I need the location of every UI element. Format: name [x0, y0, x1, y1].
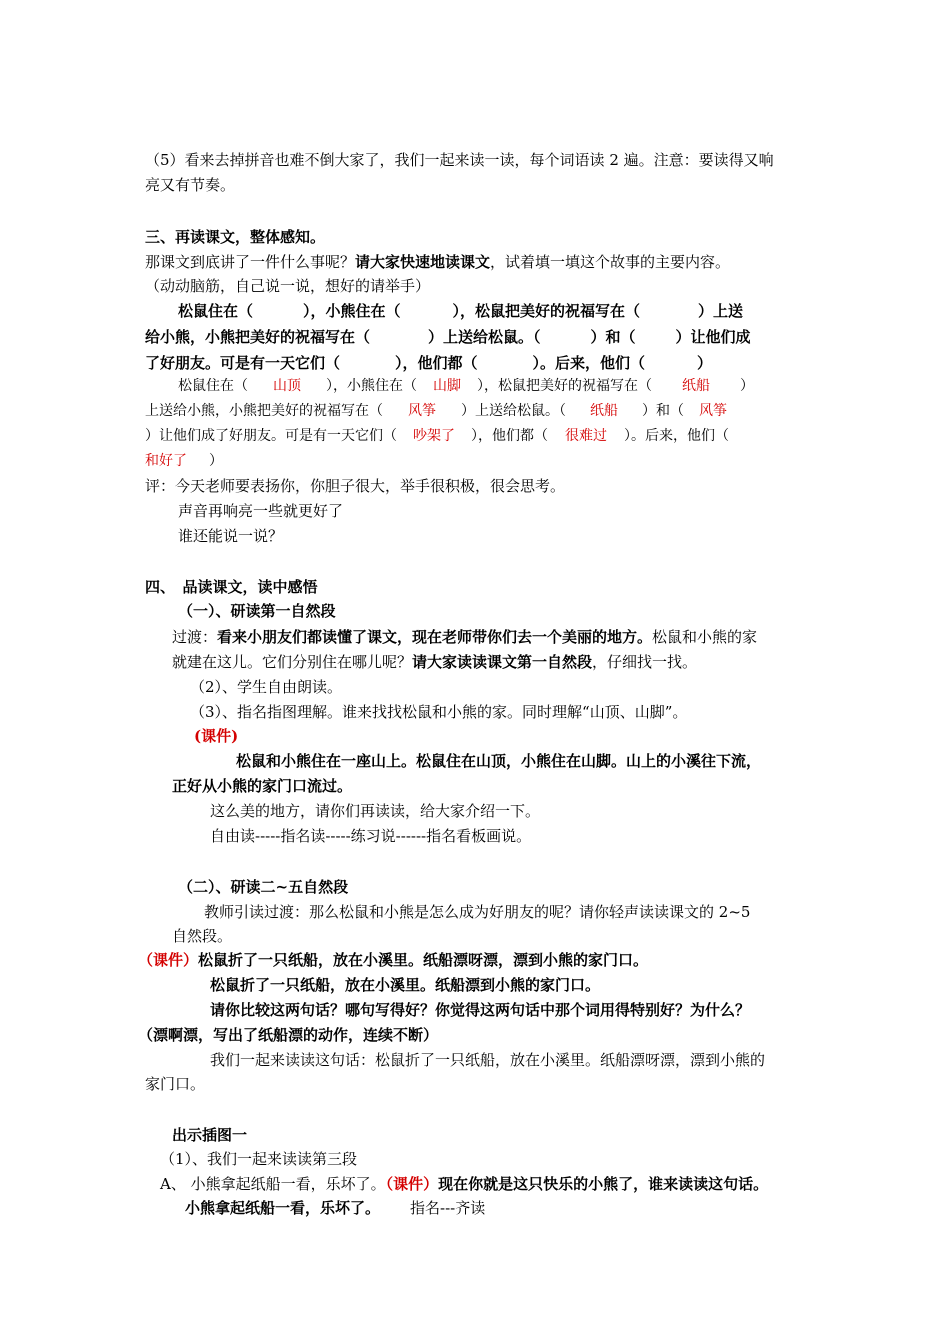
final-row [185, 1198, 485, 1218]
evaluation-1: 评：今天老师要表扬你，你胆子很大，举手很积极，很会思考。 [145, 477, 566, 495]
show-illustration: 出示插图一 [172, 1126, 248, 1144]
blank-text: ） [697, 354, 713, 372]
blank-text: ），松鼠把美好的祝福写在（ [452, 302, 641, 320]
evaluation-3: 谁还能说一说？ [178, 527, 284, 545]
intro-text-c: ，试着填一填这个故事的主要内容。 [490, 253, 731, 271]
transition-text: 过渡： [172, 628, 218, 646]
read-together-line2: 家门口。 [145, 1075, 206, 1093]
intro-text-a: 那课文到底讲了一件什么事呢？ [145, 253, 356, 271]
paragraph1-line2: 正好从小熊的家门口流过。 [172, 777, 353, 795]
blank-text: 给小熊，小熊把美好的祝福写在（ [145, 328, 371, 346]
item-a-text: A、 小熊拿起纸船一看，乐坏了。 [160, 1175, 386, 1193]
blank-text: 松鼠住在（ [178, 302, 254, 320]
answer-line4 [145, 451, 223, 471]
answer-text: ），他们都（ [471, 428, 548, 444]
item-a-row [160, 1174, 768, 1194]
blank-text: ）。后来，他们（ [532, 354, 646, 372]
blank-line2 [145, 327, 751, 347]
transition-text: 松鼠和小熊的家 [652, 628, 758, 646]
intro-text-b: 请大家快速地读课文 [355, 253, 491, 271]
think-note: （动动脑筋，自己说一说，想好的请举手） [145, 277, 431, 295]
step-3: （3）、指名指图理解。谁来找找松鼠和小熊的家。同时理解“山顶、山脚”。 [190, 703, 688, 721]
blank-text: 了好朋友。可是有一天它们（ [145, 354, 341, 372]
transition-text-bold: 请大家读读课文第一自然段 [412, 653, 593, 671]
answer-text: ），松鼠把美好的祝福写在（ [477, 378, 652, 394]
answer-text: ），小熊住在（ [326, 378, 417, 394]
blank-text: ）上送给松鼠。（ [428, 328, 541, 346]
reading-flow: 自由读-----指名读-----练习说------指名看板画说。 [210, 827, 532, 845]
answer-value: 山顶 [273, 378, 301, 394]
evaluation-2: 声音再响亮一些就更好了 [178, 502, 344, 520]
item5-line1: （5）看来去掉拼音也难不倒大家了，我们一起来读一读，每个词语读 2 遍。注意：要读得又响 [145, 151, 774, 169]
answer-text: ） [740, 378, 754, 394]
final-instruction: 指名---齐读 [410, 1199, 486, 1217]
final-sentence: 小熊拿起纸船一看，乐坏了。 [185, 1199, 381, 1217]
answer-value: 风筝 [699, 403, 727, 419]
blank-text: ），他们都（ [395, 354, 478, 372]
blank-line3 [145, 353, 712, 373]
answer-text: ）和（ [642, 403, 684, 419]
blank-text: ）让他们成 [675, 328, 751, 346]
subsection-2: （二）、研读二~五自然段 [178, 878, 349, 896]
answer-line2 [145, 401, 742, 421]
answer-text: ）上送给松鼠。（ [461, 403, 566, 419]
blank-text: ），小熊住在（ [303, 302, 401, 320]
transition-line1 [172, 627, 757, 647]
transition-text-bold: 看来小朋友们都读懂了课文，现在老师带你们去一个美丽的地方。 [217, 628, 653, 646]
item-a-bold: 现在你就是这只快乐的小熊了，谁来读读这句话。 [438, 1175, 769, 1193]
answer-text: ） [209, 453, 223, 469]
item5-line2: 亮又有节奏。 [145, 176, 236, 194]
sentence-1-row [138, 950, 648, 970]
blank-line1 [178, 301, 743, 321]
answer-text: 上送给小熊，小熊把美好的祝福写在（ [145, 403, 383, 419]
answer-text: ）。后来，他们（ [624, 428, 729, 444]
step-2: （2）、学生自由朗读。 [190, 678, 343, 696]
blank-text: ）上送 [698, 302, 744, 320]
guide-line1: 教师引读过渡：那么松鼠和小熊是怎么成为好朋友的呢？请你轻声读读课文的 2~5 [204, 903, 751, 921]
answer-line3 [145, 426, 729, 446]
read-together-line1: 我们一起来读读这句话：松鼠折了一只纸船，放在小溪里。纸船漂呀漂，漂到小熊的 [210, 1051, 766, 1069]
answer-value: 风筝 [408, 403, 436, 419]
guide-line2: 自然段。 [172, 927, 233, 945]
answer-value: 和好了 [145, 453, 187, 469]
answer-text: 松鼠住在（ [178, 378, 248, 394]
courseware-label: (课件) [194, 727, 239, 745]
paragraph1-line1: 松鼠和小熊住在一座山上。松鼠住在山顶，小熊住在山脚。山上的小溪往下流， [236, 752, 762, 770]
answer-value: 纸船 [682, 378, 710, 394]
section4-heading: 四、 品读课文，读中感悟 [145, 578, 318, 596]
courseware-label: （课件） [385, 1175, 439, 1193]
subsection-1: （一）、研读第一自然段 [178, 602, 336, 620]
answer-line1 [178, 376, 754, 396]
sentence-2: 松鼠折了一只纸船，放在小溪里。纸船漂到小熊的家门口。 [210, 976, 601, 994]
section3-intro [145, 252, 730, 272]
comparison-question: 请你比较这两句话？哪句写得好？你觉得这两句话中那个词用得特别好？为什么？ [210, 1001, 751, 1019]
transition-text: ，仔细找一找。 [592, 653, 698, 671]
answer-value: 纸船 [590, 403, 618, 419]
blank-text: ）和（ [590, 328, 636, 346]
courseware-label: （课件） [138, 951, 199, 969]
sentence-1: 松鼠折了一只纸船，放在小溪里。纸船漂呀漂，漂到小熊的家门口。 [198, 951, 649, 969]
beautiful-place: 这么美的地方，请你们再读读，给大家介绍一下。 [210, 802, 541, 820]
answer-value: 很难过 [565, 428, 607, 444]
question-answer: （漂啊漂，写出了纸船漂的动作，连续不断） [138, 1026, 439, 1044]
answer-text: ）让他们成了好朋友。可是有一天它们（ [145, 428, 397, 444]
answer-value: 山脚 [433, 378, 461, 394]
transition-line2 [172, 652, 697, 672]
paragraph3-prompt: （1）、我们一起来读读第三段 [160, 1150, 358, 1168]
transition-text: 就建在这儿。它们分别住在哪儿呢？ [172, 653, 413, 671]
section3-heading: 三、再读课文，整体感知。 [145, 228, 326, 246]
answer-value: 吵架了 [413, 428, 455, 444]
